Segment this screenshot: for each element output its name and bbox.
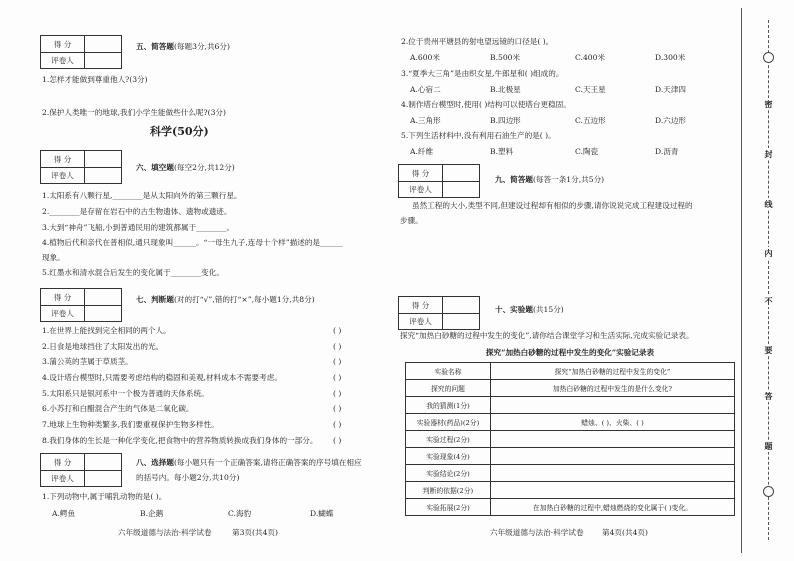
sec5-question: 2.保护人类唯一的地球,我们小学生能做些什么呢?(3分) — [42, 108, 226, 117]
section-8-desc: (每小题只有一个正确答案,请将正确答案的序号填在相应 — [173, 458, 362, 467]
row-value: 加热白砂糖的过程中发生的是什么变化? — [491, 380, 735, 397]
answer-paren: ( ) — [333, 373, 342, 382]
choice-option: D.沥青 — [655, 147, 679, 156]
score-label: 得 分 — [41, 36, 85, 52]
record-table-title: 探究“加热白砂糖的过程中发生的变化”实验记录表 — [485, 348, 655, 357]
table-row — [406, 363, 735, 380]
choice-option: B.北极星 — [490, 85, 521, 94]
score-cell — [443, 165, 479, 181]
section-8-heading — [136, 458, 362, 468]
score-label: 得 分 — [41, 289, 85, 305]
judge-item: 2.日食是地球挡住了太阳发出的光。 — [42, 342, 164, 351]
row-label: 探究的问题 — [406, 380, 491, 397]
score-cell — [443, 297, 479, 313]
row-value: 蜡烛、( )、火柴、( ) — [491, 414, 735, 431]
fill-blank-line: 4.植物后代和亲代在普相似,通只现象叫______。“一母生九子,连母十个样”描述的是______ — [42, 238, 343, 247]
choice-option: D.六边形 — [655, 116, 687, 125]
answer-paren: ( ) — [333, 436, 342, 445]
sec10-instruction: 探究“加热白砂糖的过程中发生的变化”,请你结合课堂学习和生活实际,完成实验记录表。 — [400, 331, 694, 340]
fill-blank-line: 1.太阳系有八颗行星,________是从太阳向外的第三颗行星。 — [42, 191, 242, 200]
fill-blank-line: 现象。 — [42, 253, 65, 262]
table-row — [406, 397, 735, 414]
choice-question: 3.“夏季大三角”是由织女星,牛郎星和( )组成的。 — [401, 69, 564, 78]
binding-hole-icon — [763, 52, 774, 63]
grader-cell — [85, 167, 121, 183]
choice-option: B.企鹅 — [140, 509, 164, 518]
table-row — [406, 465, 735, 482]
fill-blank-line: 2.________是存留在岩石中的古生物遗体、遗物或遗迹。 — [42, 207, 232, 216]
sec5-question: 1.怎样才能做到尊重他人?(3分) — [42, 75, 148, 84]
binding-hole-icon — [763, 486, 774, 497]
choice-question: 2.位于贵州平塘县的射电望远镜的口径是( )。 — [401, 37, 554, 46]
row-value: 在加热白砂糖的过程中,蜡烛燃烧的变化属于( )变化。 — [491, 499, 735, 516]
grader-label: 评卷人 — [399, 181, 443, 197]
section-6-desc: (每空2分,共12分) — [173, 163, 235, 172]
section-7-heading — [136, 295, 315, 305]
section-6-name: 六、填空题 — [136, 163, 174, 172]
score-cell — [85, 289, 121, 305]
section-9-desc: (每答一条1分,共5分) — [532, 175, 605, 184]
page-footer-title: 六年级道德与法治·科学试卷 — [118, 528, 212, 537]
table-row — [406, 380, 735, 397]
grader-cell — [85, 305, 121, 321]
row-answer-cell — [491, 397, 735, 414]
answer-paren: ( ) — [333, 357, 342, 366]
answer-paren: ( ) — [333, 420, 342, 429]
judge-item: 3.蒲公英的茎属于草质茎。 — [42, 357, 133, 366]
seal-line-char: 线 — [762, 198, 775, 210]
section-8-desc-cont: 的括号内。每小题2分,共10分) — [136, 473, 240, 482]
choice-option: C.400米 — [575, 53, 606, 62]
row-label: 判断的依据(2分) — [406, 482, 491, 499]
choice-option: A.鳄鱼 — [52, 509, 76, 518]
score-label: 得 分 — [399, 297, 443, 313]
grader-cell — [85, 52, 121, 68]
choice-option: A.心宿二 — [410, 85, 441, 94]
page-footer-number: 第3页(共4页) — [232, 528, 278, 537]
score-cell — [85, 454, 121, 470]
score-box — [40, 288, 122, 322]
section-5-desc: (每题3分,共6分) — [173, 42, 230, 51]
score-label: 得 分 — [41, 151, 85, 167]
answer-paren: ( ) — [333, 326, 342, 335]
section-10-name: 十、实验题 — [495, 305, 533, 314]
seal-line-char: 要 — [762, 344, 775, 356]
score-box — [40, 35, 122, 69]
row-answer-cell — [491, 431, 735, 448]
section-7-name: 七、判断题 — [136, 295, 174, 304]
answer-paren: ( ) — [333, 404, 342, 413]
row-label: 实验拓展(2分) — [406, 499, 491, 516]
score-label: 得 分 — [41, 454, 85, 470]
judge-item: 4.设计塔台模型时,只需要考虑结构的稳固和美观,材料成本不需要考虑。 — [42, 373, 282, 382]
section-7-desc: (对的打“√”,错的打“×”,每小题1分,共8分) — [173, 295, 315, 304]
seal-line-char: 答 — [762, 390, 775, 402]
choice-question: 4.制作塔台模型时,使用( )结构可以使塔台更稳固。 — [401, 100, 571, 109]
answer-paren: ( ) — [333, 389, 342, 398]
grader-cell — [443, 313, 479, 329]
section-6-heading — [136, 163, 235, 173]
choice-option: A.纤维 — [410, 147, 434, 156]
page-footer-number: 第4页(共4页) — [602, 528, 648, 537]
score-box — [398, 296, 480, 330]
grader-label: 评卷人 — [41, 305, 85, 321]
row-value: 探究“加热白砂糖的过程中发生的变化” — [491, 363, 735, 380]
sec9-prompt: 虽然工程的大小,类型不同,但建设过程却有相似的步骤,请你说说完成工程建设过程的 — [412, 201, 693, 210]
choice-option: A.三角形 — [410, 116, 441, 125]
choice-option: C.五边形 — [575, 116, 606, 125]
grader-cell — [85, 470, 121, 486]
judge-item: 6.小苏打和白醋混合产生的气体是二氧化碳。 — [42, 404, 194, 413]
choice-option: D.蝴蝶 — [310, 509, 334, 518]
score-label: 得 分 — [399, 165, 443, 181]
row-answer-cell — [491, 482, 735, 499]
choice-option: A.600米 — [410, 53, 440, 62]
row-answer-cell — [491, 465, 735, 482]
section-9-name: 九、简答题 — [495, 175, 533, 184]
choice-question: 1.下列动物中,属于哺乳动物的是( )。 — [42, 492, 167, 501]
choice-option: B.500米 — [490, 53, 521, 62]
section-8-name: 八、选择题 — [136, 458, 174, 467]
row-label: 我的猜测(1分) — [406, 397, 491, 414]
judge-item: 8.我们身体的生长是一种化学变化,把食物中的营养物质转换成我们身体的一部分。 — [42, 436, 318, 445]
choice-option: D.300米 — [655, 53, 686, 62]
seal-line-char: 密 — [762, 98, 775, 110]
grader-cell — [443, 181, 479, 197]
row-label: 实验名称 — [406, 363, 491, 380]
subject-title: 科学(50分) — [150, 125, 209, 138]
experiment-record-table — [405, 362, 735, 516]
table-row — [406, 448, 735, 465]
table-row — [406, 431, 735, 448]
section-5-heading — [136, 42, 230, 52]
seal-line-char: 内 — [762, 247, 775, 259]
grader-label: 评卷人 — [399, 313, 443, 329]
seal-line-char: 封 — [762, 148, 775, 160]
row-label: 实验现象(4分) — [406, 448, 491, 465]
fill-blank-line: 3.大到“神舟”飞船,小到普通民用的建筑都属于________。 — [42, 223, 235, 232]
page-footer-title: 六年级道德与法治·科学试卷 — [490, 528, 584, 537]
row-label: 实验器材(药品)(2分) — [406, 414, 491, 431]
judge-item: 1.在世界上能找到完全相同的两个人。 — [42, 326, 171, 335]
choice-option: C.陶瓷 — [575, 147, 599, 156]
fill-blank-line: 5.红墨水和清水混合后发生的变化属于________变化。 — [42, 268, 224, 277]
binding-edge-line — [741, 8, 742, 553]
grader-label: 评卷人 — [41, 470, 85, 486]
section-5-name: 五、简答题 — [136, 42, 174, 51]
score-cell — [85, 36, 121, 52]
judge-item: 7.地球上生物种类繁多,我们要重视保护生物多样性。 — [42, 420, 219, 429]
section-10-heading — [495, 305, 564, 315]
judge-item: 5.太阳系只是银河系中一个极为普通的天体系统。 — [42, 389, 209, 398]
row-label: 实验结论(2分) — [406, 465, 491, 482]
grader-label: 评卷人 — [41, 167, 85, 183]
section-10-desc: (共15分) — [532, 305, 564, 314]
grader-label: 评卷人 — [41, 52, 85, 68]
score-box — [40, 150, 122, 184]
table-row — [406, 482, 735, 499]
choice-option: B.四边形 — [490, 116, 521, 125]
seal-line-char: 题 — [762, 440, 775, 452]
choice-option: C.海豹 — [228, 509, 252, 518]
choice-option: B.塑料 — [490, 147, 514, 156]
table-row — [406, 499, 735, 516]
score-box — [398, 164, 480, 198]
score-box — [40, 453, 122, 487]
row-label: 实验过程(2分) — [406, 431, 491, 448]
answer-paren: ( ) — [333, 342, 342, 351]
choice-option: C.天王星 — [575, 85, 606, 94]
score-cell — [85, 151, 121, 167]
section-9-heading — [495, 175, 604, 185]
seal-line-char: 不 — [762, 295, 775, 307]
choice-option: D.天津四 — [655, 85, 687, 94]
choice-question: 5.下列生活材料中,没有利用石油生产的是( )。 — [401, 131, 556, 140]
table-row — [406, 414, 735, 431]
row-answer-cell — [491, 448, 735, 465]
sec9-prompt-cont: 步骤。 — [400, 216, 423, 225]
